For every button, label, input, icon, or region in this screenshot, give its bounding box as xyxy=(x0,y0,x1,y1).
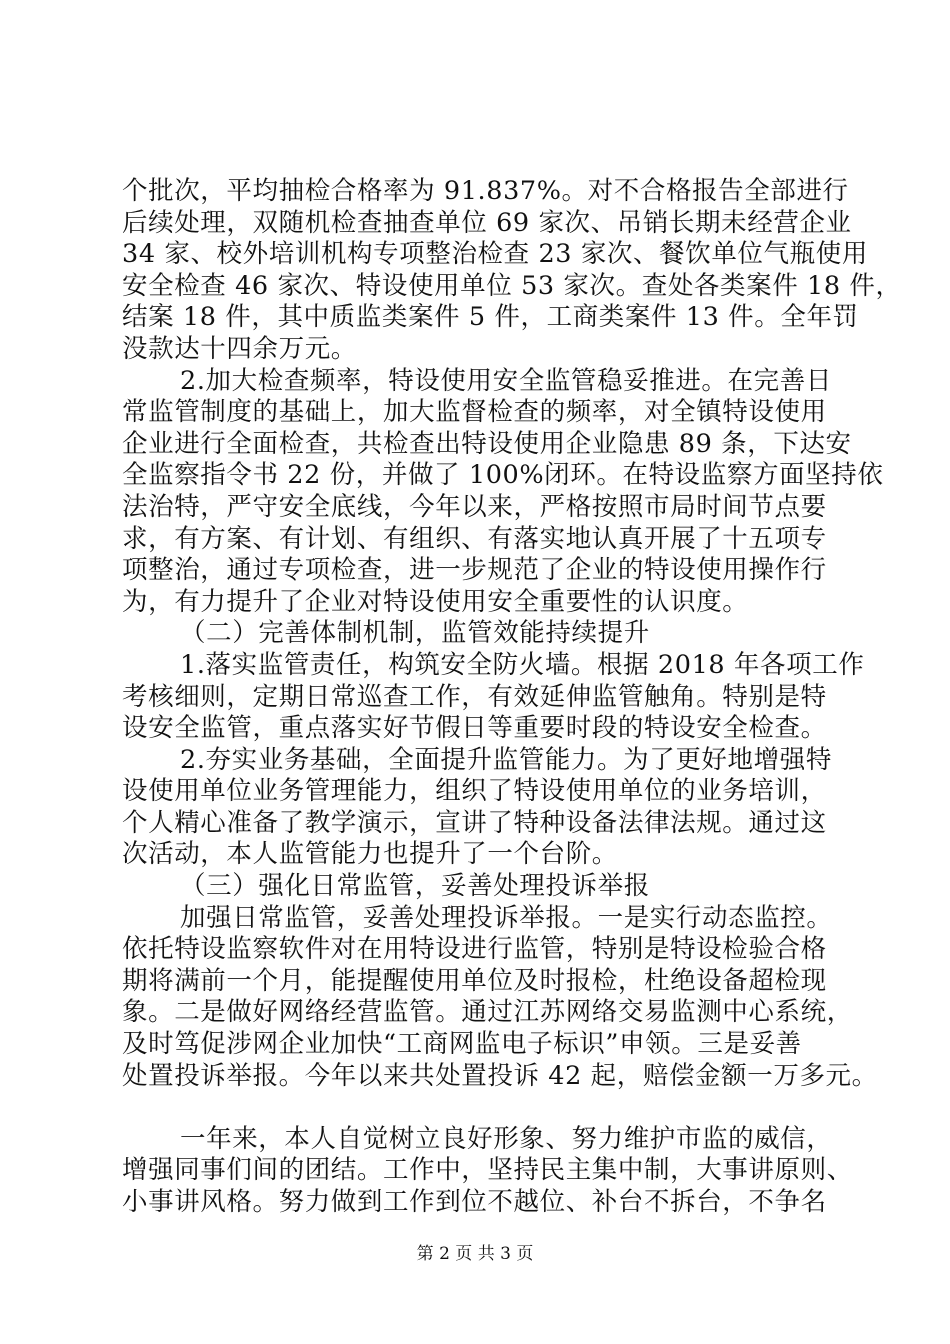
paragraph xyxy=(122,365,884,619)
text-line: 处置投诉举报。今年以来共处置投诉 42 起，赔偿金额一万多元。 xyxy=(122,1060,878,1091)
text-line: 2.加大检查频率，特设使用安全监管稳妥推进。在完善日 xyxy=(180,365,832,396)
text-line: 法治特，严守安全底线，今年以来，严格按照市局时间节点要 xyxy=(122,491,827,522)
text-line: 项整治，通过专项检查，进一步规范了企业的特设使用操作行 xyxy=(122,555,827,586)
page-footer: 第 2 页 共 3 页 xyxy=(416,1244,534,1264)
text-line: 个批次，平均抽检合格率为 91.837%。对不合格报告全部进行 xyxy=(122,176,849,206)
text-line: 及时笃促涉网企业加快“工商网监电子标识”申领。三是妥善 xyxy=(122,1029,802,1060)
text-line: 设安全监管，重点落实好节假日等重要时段的特设安全检查。 xyxy=(122,713,827,744)
text-line: 期将满前一个月，能提醒使用单位及时报检，杜绝设备超检现 xyxy=(122,965,827,996)
text-line: 全监察指令书 22 份，并做了 100%闭环。在特设监察方面坚持依 xyxy=(122,460,884,491)
text-line: 象。二是做好网络经营监管。通过江苏网络交易监测中心系统， xyxy=(122,997,853,1028)
text-line: 为，有力提升了企业对特设使用安全重要性的认识度。 xyxy=(122,586,749,617)
text-line: 后续处理，双随机检查抽查单位 69 家次、吊销长期未经营企业 xyxy=(122,207,852,238)
paragraph xyxy=(122,176,902,366)
paragraph xyxy=(122,902,878,1093)
text-line: （三）强化日常监管，妥善处理投诉举报 xyxy=(180,871,650,902)
text-line: 依托特设监察软件对在用特设进行监管，特别是特设检验合格 xyxy=(122,934,827,965)
text-line: 考核细则，定期日常巡查工作，有效延伸监管触角。特别是特 xyxy=(122,681,827,712)
paragraph xyxy=(122,649,865,745)
text-line: 34 家、校外培训机构专项整治检查 23 家次、餐饮单位气瓶使用 xyxy=(122,239,868,270)
text-line: 没款达十四余万元。 xyxy=(122,333,357,364)
section-heading xyxy=(122,871,838,903)
text-line: 小事讲风格。努力做到工作到位不越位、补台不拆台，不争名 xyxy=(122,1187,827,1217)
text-line: 1.落实监管责任，构筑安全防火墙。根据 2018 年各项工作 xyxy=(180,649,865,680)
paragraph xyxy=(122,1123,853,1219)
text-line: 加强日常监管，妥善处理投诉举报。一是实行动态监控。 xyxy=(180,902,833,933)
text-line: 2.夯实业务基础，全面提升监管能力。为了更好地增强特 xyxy=(180,744,832,775)
text-line: 增强同事们间的团结。工作中，坚持民主集中制，大事讲原则、 xyxy=(122,1155,853,1186)
text-line: （二）完善体制机制，监管效能持续提升 xyxy=(180,618,650,649)
text-line: 个人精心准备了教学演示，宣讲了特种设备法律法规。通过这 xyxy=(122,807,827,838)
text-line: 安全检查 46 家次、特设使用单位 53 家次。查处各类案件 18 件， xyxy=(122,270,902,301)
paragraph xyxy=(122,745,838,871)
text-line: 次活动，本人监管能力也提升了一个台阶。 xyxy=(122,839,618,870)
text-line: 结案 18 件，其中质监类案件 5 件，工商类案件 13 件。全年罚 xyxy=(122,302,859,333)
paragraph-gap xyxy=(122,1092,838,1124)
text-line: 求，有方案、有计划、有组织、有落实地认真开展了十五项专 xyxy=(122,523,827,554)
text-line: 常监管制度的基础上，加大监督检查的频率，对全镇特设使用 xyxy=(122,397,827,428)
text-line: 企业进行全面检查，共检查出特设使用企业隐患 89 条，下达安 xyxy=(122,428,852,459)
section-heading xyxy=(122,618,838,650)
document-body xyxy=(122,176,902,1219)
text-line: 一年来，本人自觉树立良好形象、努力维护市监的威信， xyxy=(180,1123,833,1154)
text-line: 设使用单位业务管理能力，组织了特设使用单位的业务培训， xyxy=(122,776,827,807)
